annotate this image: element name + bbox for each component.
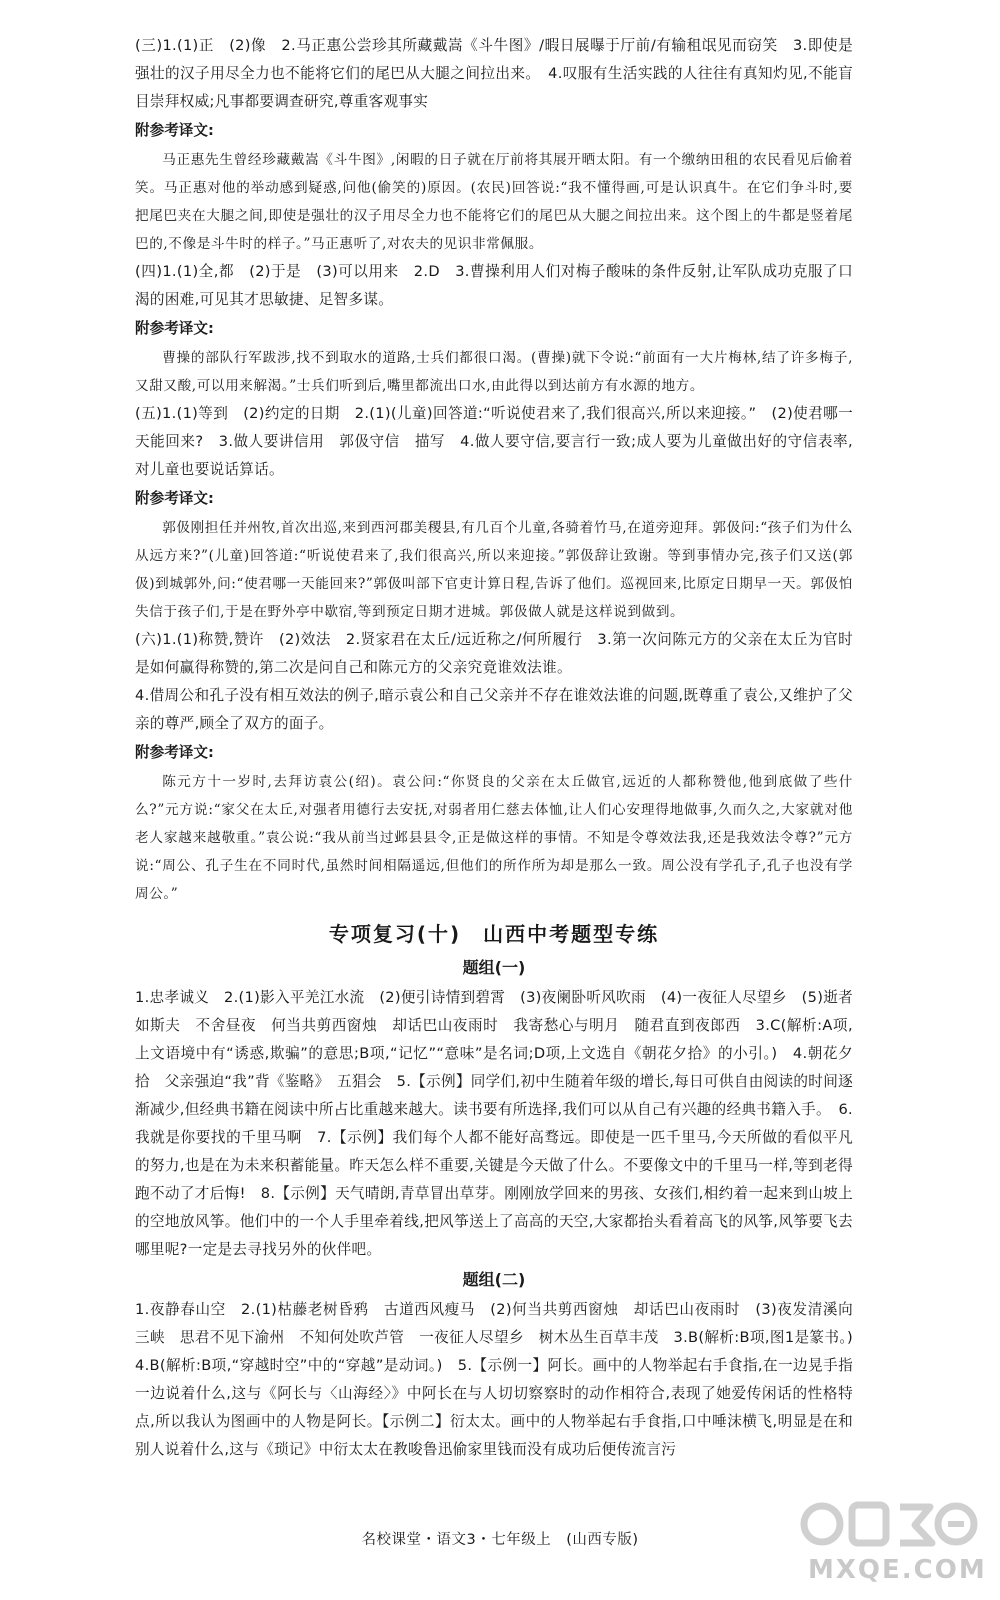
section-5-ref-label: 附参考译文:	[135, 490, 214, 507]
page-footer: 名校课堂・语文3・七年级上 (山西专版)	[361, 1532, 639, 1548]
group-1-title: 题组(一)	[462, 958, 526, 977]
section-6-answers: (六)1.(1)称赞,赞许 (2)效法 2.贤家君在太丘/远近称之/何所履行 3.第一次问陈元方的父亲在太丘为官时是如何赢得称赞的,第二次是问自己和陈元方的父亲究竟谁效法谁。	[135, 631, 853, 676]
section-5-answers: (五)1.(1)等到 (2)约定的日期 2.(1)(儿童)回答道:“听说使君来了,我们很高兴,所以来迎接。” (2)使君哪一天能回来? 3.做人要讲信用 郭伋守信 描写 4.做人要守信,要言行一致;成人要为儿童做出好的守信表率,对儿童也要说话算话。	[135, 405, 853, 478]
watermark-logo-icon	[800, 1495, 980, 1553]
group-2-answers: 1.夜静春山空 2.(1)枯藤老树昏鸦 古道西风瘦马 (2)何当共剪西窗烛 却话巴山夜雨时 (3)夜发清溪向三峡 思君不见下渝州 不知何处吹芦管 一夜征人尽望乡 树木丛生百草丰茂 3.B(解析:B项,图1是篆书。) 4.B(解析:B项,“穿越时空”中的“穿越”是动词。) 5.【示例一】阿长。画中的人物举起右手食指,在一边晃手指一边说着什么,这与《阿长与〈山海经〉》中阿长在与人切切察察时的动作相符合,表现了她爱传闲话的性格特点,所以我认为图画中的人物是阿长。【示例二】衍太太。画中的人物举起右手食指,口中唾沫横飞,明显是在和别人说着什么,这与《琐记》中衍太太在教唆鲁迅偷家里钱而没有成功后便传流言污	[135, 1301, 868, 1458]
answer-content	[135, 32, 868, 1464]
group-2-title: 题组(二)	[462, 1270, 526, 1289]
section-6-ref-label: 附参考译文:	[135, 744, 214, 761]
section-3-translation: 马正惠先生曾经珍藏戴嵩《斗牛图》,闲暇的日子就在厅前将其展开晒太阳。有一个缴纳田租的农民看见后偷着笑。马正惠对他的举动感到疑惑,问他(偷笑的)原因。(农民)回答说:“我不懂得画,可是认识真牛。在它们争斗时,要把尾巴夹在大腿之间,即使是强壮的汉子用尽全力也不能将它们的尾巴从大腿之间拉出来。这个图上的牛都是竖着尾巴的,不像是斗牛时的样子。”马正惠听了,对农夫的见识非常佩服。	[135, 152, 853, 252]
section-3-ref-label: 附参考译文:	[135, 122, 214, 139]
section-3-answers: (三)1.(1)正 (2)像 2.马正惠公尝珍其所藏戴嵩《斗牛图》/暇日展曝于厅前/有输租氓见而窃笑 3.即使是强壮的汉子用尽全力也不能将它们的尾巴从大腿之间拉出来。 4.叹服有生活实践的人往往有真知灼见,不能盲目崇拜权威;凡事都要调查研究,尊重客观事实	[135, 37, 853, 110]
review-section-title: 专项复习(十) 山西中考题型专练	[328, 922, 660, 946]
site-watermark	[800, 1495, 987, 1595]
section-4-translation: 曹操的部队行军跋涉,找不到取水的道路,士兵们都很口渴。(曹操)就下令说:“前面有一大片梅林,结了许多梅子,又甜又酸,可以用来解渴。”士兵们听到后,嘴里都流出口水,由此得以到达前方有水源的地方。	[135, 350, 853, 394]
section-4-ref-label: 附参考译文:	[135, 320, 214, 337]
group-1-answers: 1.忠孝诚义 2.(1)影入平羌江水流 (2)便引诗情到碧霄 (3)夜阑卧听风吹雨 (4)一夜征人尽望乡 (5)逝者如斯夫 不舍昼夜 何当共剪西窗烛 却话巴山夜雨时 我寄愁心与明月 随君直到夜郎西 3.C(解析:A项,上文语境中有“诱惑,欺骗”的意思;B项,“记忆”“意味”是名词;D项,上文选自《朝花夕拾》的小引。) 4.朝花夕拾 父亲强迫“我”背《鉴略》 五猖会 5.【示例】同学们,初中生随着年级的增长,每日可供自由阅读的时间逐渐减少,但经典书籍在阅读中所占比重越来越大。读书要有所选择,我们可以从自己有兴趣的经典书籍入手。 6.我就是你要找的千里马啊 7.【示例】我们每个人都不能好高骛远。即使是一匹千里马,今天所做的看似平凡的努力,也是在为未来积蓄能量。昨天怎么样不重要,关键是今天做了什么。不要像文中的千里马一样,等到老得跑不动了才后悔! 8.【示例】天气晴朗,青草冒出草芽。刚刚放学回来的男孩、女孩们,相约着一起来到山坡上的空地放风筝。他们中的一个人手里牵着线,把风筝送上了高高的天空,大家都抬头看着高飞的风筝,风筝要飞去哪里呢?一定是去寻找另外的伙伴吧。	[135, 989, 853, 1258]
section-4-answers: (四)1.(1)全,都 (2)于是 (3)可以用来 2.D 3.曹操利用人们对梅子酸味的条件反射,让军队成功克服了口渴的困难,可见其才思敏捷、足智多谋。	[135, 263, 853, 308]
watermark-text: MXQE.COM	[808, 1555, 987, 1585]
section-6-answers-q4: 4.借周公和孔子没有相互效法的例子,暗示袁公和自己父亲并不存在谁效法谁的问题,既尊重了袁公,又维护了父亲的尊严,顾全了双方的面子。	[135, 687, 853, 732]
section-6-translation: 陈元方十一岁时,去拜访袁公(绍)。袁公问:“你贤良的父亲在太丘做官,远近的人都称赞他,他到底做了些什么?”元方说:“家父在太丘,对强者用德行去安抚,对弱者用仁慈去体恤,让人们心安理得地做事,久而久之,大家就对他老人家越来越敬重。”袁公说:“我从前当过邺县县令,正是做这样的事情。不知是令尊效法我,还是我效法令尊?”元方说:“周公、孔子生在不同时代,虽然时间相隔遥远,但他们的所作所为却是那么一致。周公没有学孔子,孔子也没有学周公。”	[135, 774, 853, 902]
section-5-translation: 郭伋刚担任并州牧,首次出巡,来到西河郡美稷县,有几百个儿童,各骑着竹马,在道旁迎拜。郭伋问:“孩子们为什么从远方来?”(儿童)回答道:“听说使君来了,我们很高兴,所以来迎接。”郭伋辞让致谢。等到事情办完,孩子们又送(郭伋)到城郭外,问:“使君哪一天能回来?”郭伋叫部下官吏计算日程,告诉了他们。巡视回来,比原定日期早一天。郭伋怕失信于孩子们,于是在野外亭中歇宿,等到预定日期才进城。郭伋做人就是这样说到做到。	[135, 520, 853, 620]
